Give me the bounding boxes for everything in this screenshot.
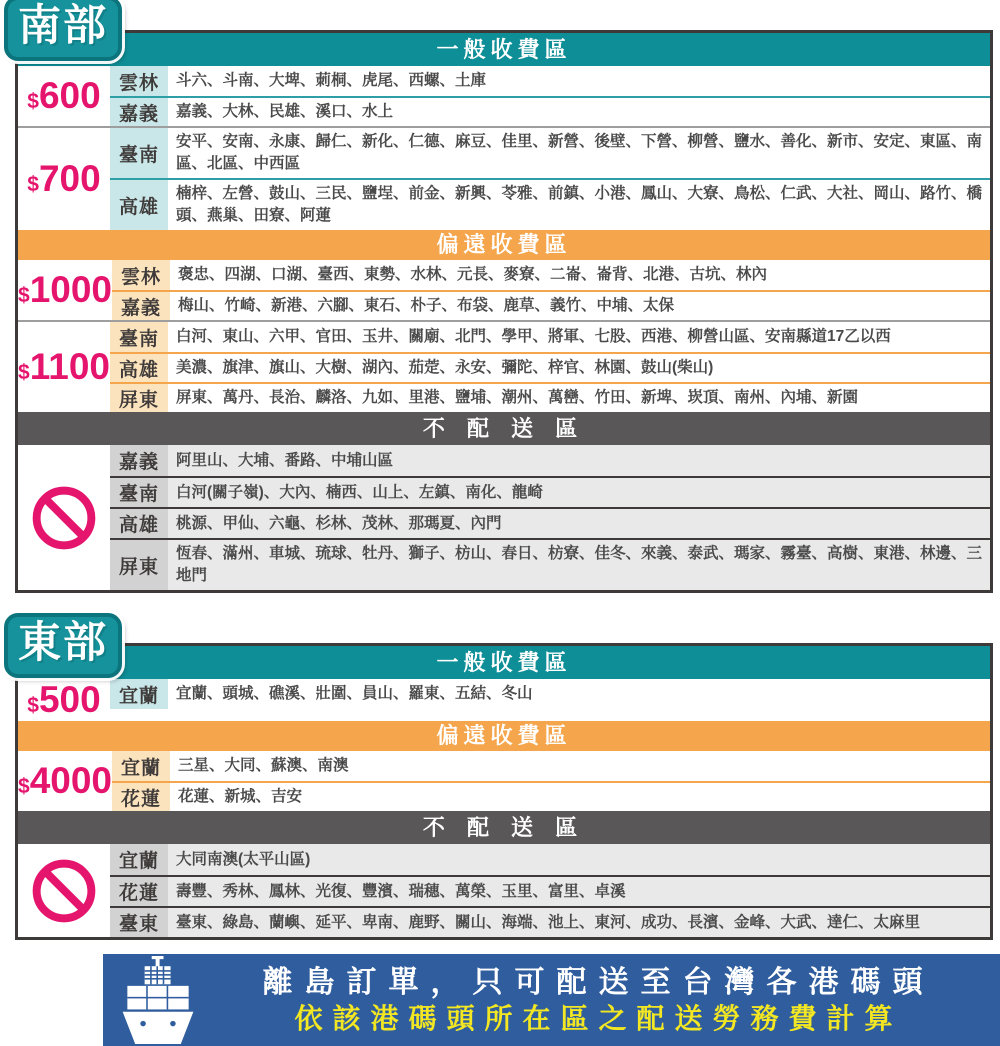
zone-header-no_delivery: 不 配 送 區 xyxy=(18,811,990,844)
county-rows xyxy=(110,322,990,412)
no-delivery-cell xyxy=(18,844,110,937)
fee-group xyxy=(18,126,990,230)
currency-symbol: $ xyxy=(18,361,30,384)
no-delivery-symbol xyxy=(18,855,110,927)
zone-header-general: 一般收費區 xyxy=(18,646,990,679)
county-label: 嘉義 xyxy=(110,445,168,476)
ship-icon xyxy=(121,956,195,1044)
zone-general xyxy=(18,33,990,230)
zone-header-remote: 偏遠收費區 xyxy=(18,721,990,751)
price-cell xyxy=(18,66,110,126)
price-value: 1100 xyxy=(29,346,110,387)
areas-text: 白河(關子嶺)、大內、楠西、山上、左鎮、南化、龍崎 xyxy=(176,483,543,501)
county-label: 宜蘭 xyxy=(110,844,168,875)
fee-row xyxy=(112,751,990,781)
footer-line-2: 依該港碼頭所在區之配送勞務費計算 xyxy=(294,1003,903,1035)
fee-row xyxy=(110,875,990,906)
county-label: 臺南 xyxy=(110,322,168,352)
fee-table-east xyxy=(15,643,993,940)
areas-text: 白河、東山、六甲、官田、玉井、關廟、北門、學甲、將軍、七股、西港、柳營山區、安南縣道17乙以西 xyxy=(176,328,891,345)
fee-row xyxy=(110,352,990,382)
fee-group xyxy=(18,260,990,320)
areas-text: 阿里山、大埔、番路、中埔山區 xyxy=(176,451,394,469)
price-label xyxy=(18,269,112,311)
price-cell xyxy=(18,260,112,320)
fee-row xyxy=(110,178,990,230)
fee-row xyxy=(110,445,990,476)
zone-no_delivery xyxy=(18,412,990,590)
zone-header-general: 一般收費區 xyxy=(18,33,990,66)
fee-group xyxy=(18,445,990,590)
county-rows xyxy=(110,445,990,590)
region-east-badge: 東部 xyxy=(4,613,122,678)
areas-text: 桃源、甲仙、六龜、杉林、茂林、那瑪夏、內門 xyxy=(176,514,502,532)
zone-remote xyxy=(18,721,990,811)
county-label: 花蓮 xyxy=(110,877,168,906)
fee-table-south xyxy=(15,30,993,593)
no-delivery-cell xyxy=(18,445,110,590)
fee-group xyxy=(18,66,990,126)
county-label: 屏東 xyxy=(110,540,168,590)
county-label: 屏東 xyxy=(110,384,168,412)
price-value: 1000 xyxy=(29,269,112,310)
currency-symbol: $ xyxy=(27,694,39,717)
region-south-badge: 南部 xyxy=(4,0,122,61)
price-label xyxy=(27,679,100,721)
price-label xyxy=(27,158,100,200)
zone-header-remote: 偏遠收費區 xyxy=(18,230,990,260)
county-rows xyxy=(112,751,990,811)
no-delivery-icon xyxy=(28,482,100,554)
currency-symbol: $ xyxy=(18,284,30,307)
fee-row xyxy=(110,507,990,538)
county-label: 臺南 xyxy=(110,478,168,507)
price-value: 600 xyxy=(38,75,101,116)
fee-row xyxy=(110,906,990,937)
areas-text: 梅山、竹崎、新港、六腳、東石、朴子、布袋、鹿草、義竹、中埔、太保 xyxy=(178,297,675,314)
price-cell xyxy=(18,322,110,412)
county-label: 宜蘭 xyxy=(112,751,170,781)
county-label: 高雄 xyxy=(110,354,168,382)
areas-text: 花蓮、新城、吉安 xyxy=(178,788,303,805)
region-south xyxy=(15,0,993,593)
price-cell xyxy=(18,128,110,230)
footer-text xyxy=(205,964,1000,1037)
fee-group xyxy=(18,844,990,937)
no-delivery-icon xyxy=(28,855,100,927)
county-label: 宜蘭 xyxy=(110,679,168,709)
areas-text: 楠梓、左營、鼓山、三民、鹽埕、前金、新興、苓雅、前鎮、小港、鳳山、大寮、鳥松、仁武、大社、岡山、路竹、橋頭、燕巢、田寮、阿蓮 xyxy=(176,185,983,224)
price-label xyxy=(27,75,100,117)
areas-text: 臺東、綠島、蘭嶼、延平、卑南、鹿野、關山、海端、池上、東河、成功、長濱、金峰、大武、達仁、太麻里 xyxy=(176,913,921,931)
fee-row xyxy=(110,679,990,709)
zone-no_delivery xyxy=(18,811,990,937)
fee-row xyxy=(110,96,990,126)
fee-row xyxy=(112,260,990,290)
areas-text: 嘉義、大林、民雄、溪口、水上 xyxy=(176,103,394,120)
county-rows xyxy=(110,66,990,126)
fee-row xyxy=(110,322,990,352)
price-cell xyxy=(18,679,110,721)
county-label: 臺南 xyxy=(110,128,168,178)
fee-row xyxy=(112,781,990,811)
county-rows xyxy=(112,260,990,320)
footer-line-1: 離島訂單，只可配送至台灣各港碼頭 xyxy=(262,965,935,999)
price-value: 4000 xyxy=(29,760,112,801)
zone-header-no_delivery: 不 配 送 區 xyxy=(18,412,990,445)
county-label: 高雄 xyxy=(110,180,168,230)
currency-symbol: $ xyxy=(27,90,39,113)
currency-symbol: $ xyxy=(27,173,39,196)
fee-row xyxy=(110,476,990,507)
county-label: 雲林 xyxy=(112,260,170,290)
footer-banner xyxy=(103,954,1000,1046)
price-cell xyxy=(18,751,112,811)
areas-text: 三星、大同、蘇澳、南澳 xyxy=(178,757,349,774)
county-rows xyxy=(110,128,990,230)
areas-text: 恆春、滿州、車城、琉球、牡丹、獅子、枋山、春日、枋寮、佳冬、來義、泰武、瑪家、霧臺、高樹、東港、林邊、三地門 xyxy=(176,545,983,584)
fee-row xyxy=(110,128,990,178)
areas-text: 大同南澳(太平山區) xyxy=(176,850,311,868)
price-label xyxy=(18,760,112,802)
price-value: 500 xyxy=(38,679,101,720)
areas-text: 宜蘭、頭城、礁溪、壯圍、員山、羅東、五結、冬山 xyxy=(176,685,533,702)
areas-text: 安平、安南、永康、歸仁、新化、仁德、麻豆、佳里、新營、後壁、下營、柳營、鹽水、善化、新市、安定、東區、南區、北區、中西區 xyxy=(176,133,983,172)
areas-text: 屏東、萬丹、長治、麟洛、九如、里港、鹽埔、潮州、萬巒、竹田、新埤、崁頂、南州、內埔、新園 xyxy=(176,389,859,406)
fee-row xyxy=(110,382,990,412)
county-label: 高雄 xyxy=(110,509,168,538)
areas-text: 褒忠、四湖、口湖、臺西、東勢、水林、元長、麥寮、二崙、崙背、北港、古坑、林內 xyxy=(178,266,768,283)
price-value: 700 xyxy=(38,158,101,199)
price-label xyxy=(18,346,110,388)
fee-row xyxy=(110,844,990,875)
cargo-ship-icon xyxy=(121,956,195,1044)
zone-general xyxy=(18,646,990,721)
fee-group xyxy=(18,320,990,412)
areas-text: 美濃、旗津、旗山、大樹、湖內、茄萣、永安、彌陀、梓官、林園、鼓山(柴山) xyxy=(176,359,714,376)
county-label: 花蓮 xyxy=(112,783,170,811)
county-rows xyxy=(110,679,990,721)
county-label: 雲林 xyxy=(110,66,168,96)
zone-remote xyxy=(18,230,990,412)
fee-row xyxy=(110,66,990,96)
county-label: 嘉義 xyxy=(112,292,170,320)
areas-text: 斗六、斗南、大埤、莿桐、虎尾、西螺、土庫 xyxy=(176,72,487,89)
county-label: 臺東 xyxy=(110,908,168,937)
areas-text: 壽豐、秀林、鳳林、光復、豐濱、瑞穗、萬榮、玉里、富里、卓溪 xyxy=(176,882,626,900)
fee-group xyxy=(18,751,990,811)
region-east xyxy=(15,617,993,940)
no-delivery-symbol xyxy=(18,482,110,554)
county-label: 嘉義 xyxy=(110,98,168,126)
county-rows xyxy=(110,844,990,937)
fee-row xyxy=(112,290,990,320)
fee-row xyxy=(110,538,990,590)
currency-symbol: $ xyxy=(18,775,30,798)
fee-group xyxy=(18,679,990,721)
